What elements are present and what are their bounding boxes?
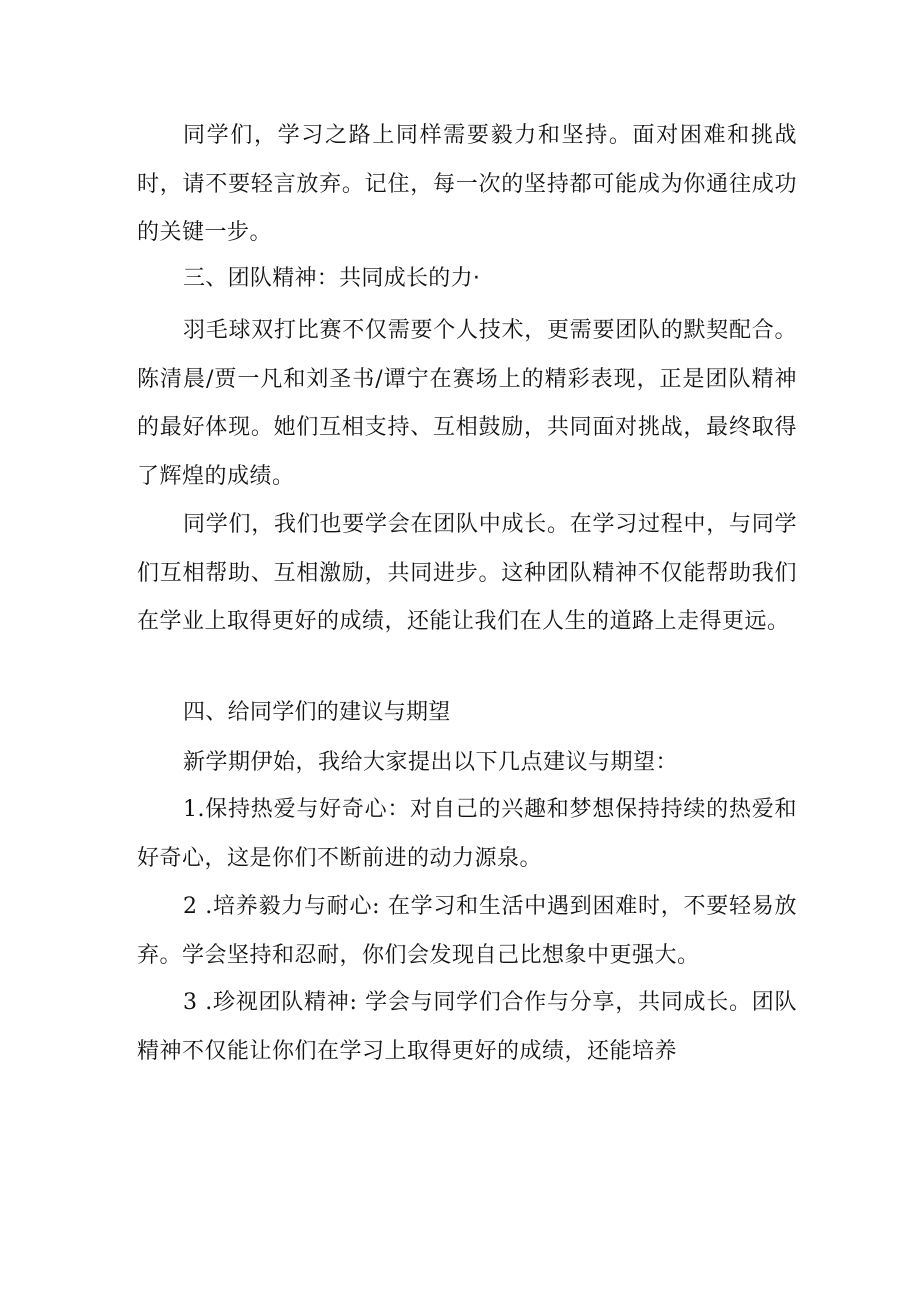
list-item-curiosity: 1.保持热爱与好奇心：对自己的兴趣和梦想保持持续的热爱和好奇心，这是你们不断前进的动力源泉。 [137, 797, 797, 871]
list-item-perseverance: 2 .培养毅力与耐心: 在学习和生活中遇到困难时，不要轻易放弃。学会坚持和忍耐，你们会发现自己比想象中更强大。 [137, 894, 797, 968]
paragraph-perseverance: 同学们，学习之路上同样需要毅力和坚持。面对困难和挑战时，请不要轻言放弃。记住，每一次的坚持都可能成为你通往成功的关键一步。 [137, 123, 797, 245]
paragraph-grow-in-team: 同学们，我们也要学会在团队中成长。在学习过程中，与同学们互相帮助、互相激励，共同进步。这种团队精神不仅能帮助我们在学业上取得更好的成绩，还能让我们在人生的道路上走得更远。 [137, 512, 797, 634]
paragraph-badminton-doubles: 羽毛球双打比赛不仅需要个人技术，更需要团队的默契配合。陈清晨/贾一凡和刘圣书/谭宁在赛场上的精彩表现，正是团队精神的最好体现。她们互相支持、互相鼓励，共同面对挑战，最终取得了辉煌的成绩。 [137, 318, 797, 489]
section-heading-suggestions: 四、给同学们的建议与期望 [183, 700, 451, 725]
section-heading-teamwork: 三、团队精神：共同成长的力· [183, 266, 481, 291]
list-item-teamwork: 3 .珍视团队精神: 学会与同学们合作与分享，共同成长。团队精神不仅能让你们在学习上取得更好的成绩，还能培养 [137, 990, 797, 1064]
paragraph-suggestions-intro: 新学期伊始，我给大家提出以下几点建议与期望： [183, 750, 679, 775]
